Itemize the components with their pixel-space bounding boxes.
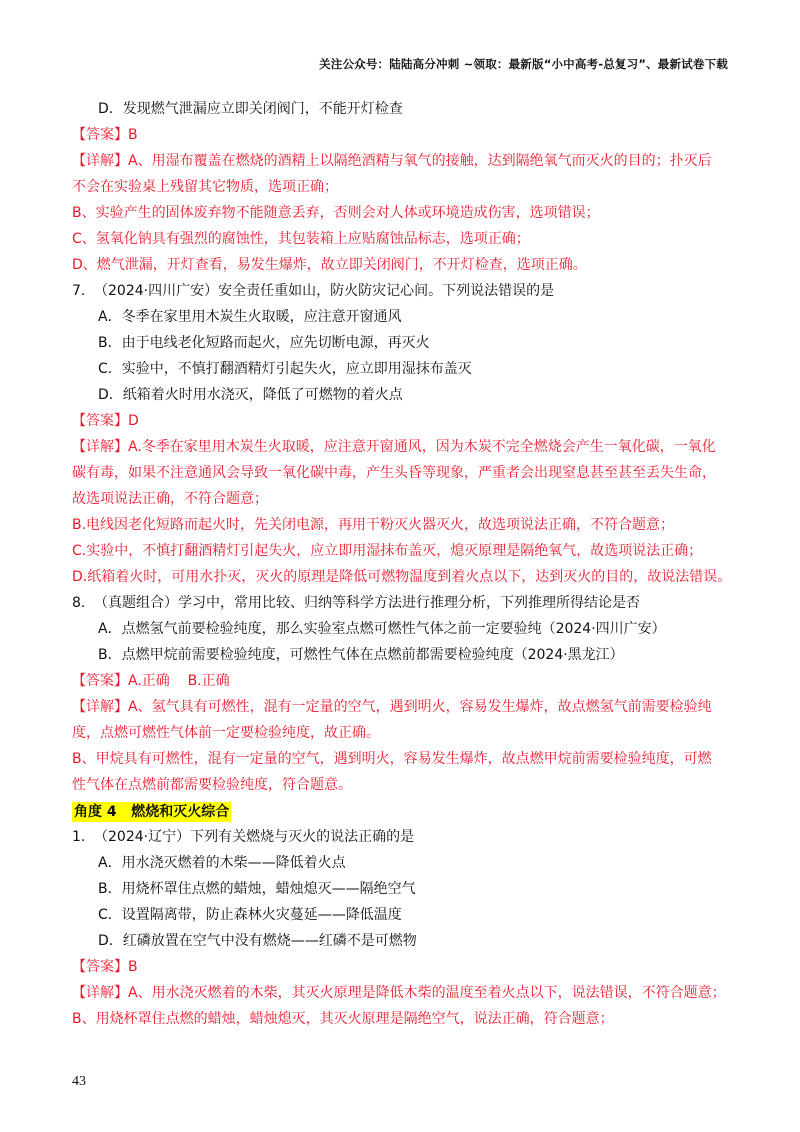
detail-line: B.电线因老化短路而起火时，先关闭电源，再用干粉灭火器灭火，故选项说法正确，不符合题意； bbox=[72, 517, 675, 533]
detail-line: B、实验产生的固体废弃物不能随意丢弃，否则会对人体或环境造成伤害，选项错误； bbox=[72, 205, 600, 221]
question-7 bbox=[72, 278, 734, 304]
answer bbox=[72, 668, 734, 694]
detail-line: 性气体在点燃前都需要检验纯度，符合题意。 bbox=[72, 777, 352, 793]
page-header: 关注公众号：陆陆高分冲刺 ~领取：最新版“小中高考-总复习”、最新试卷下载 bbox=[319, 57, 728, 71]
document-body bbox=[72, 96, 734, 1032]
answer-label: 【答案】 bbox=[72, 673, 128, 689]
detail-line: 不会在实验桌上残留其它物质，选项正确； bbox=[72, 179, 338, 195]
option-c: C．实验中，不慎打翻酒精灯引起失火，应立即用湿抹布盖灭 bbox=[98, 361, 472, 377]
option-d: D．纸箱着火时用水浇灭，降低了可燃物的着火点 bbox=[98, 387, 403, 403]
option-a: A．冬季在家里用木炭生火取暖，应注意开窗通风 bbox=[98, 309, 402, 325]
question-number: 1. bbox=[72, 829, 86, 845]
detail-line: B、用烧杯罩住点燃的蜡烛，蜡烛熄灭，其灭火原理是隔绝空气，说法正确，符合题意； bbox=[72, 1011, 614, 1027]
detail-line: 碳有毒，如果不注意通风会导致一氧化碳中毒，产生头昏等现象，严重者会出现窒息甚至甚至丢失生命， bbox=[72, 465, 716, 481]
option-d: D．红磷放置在空气中没有燃烧——红磷不是可燃物 bbox=[98, 933, 417, 949]
option-b: B．用烧杯罩住点燃的蜡烛，蜡烛熄灭——隔绝空气 bbox=[98, 881, 416, 897]
question-stem: （真题组合）学习中，常用比较、归纳等科学方法进行推理分析，下列推理所得结论是否 bbox=[94, 595, 640, 611]
detail-line: 度，点燃可燃性气体前一定要检验纯度，故正确。 bbox=[72, 725, 380, 741]
detail-line: 【详解】A.冬季在家里用木炭生火取暖，应注意开窗通风，因为木炭不完全燃烧会产生一氧化碳，一氧化 bbox=[72, 439, 716, 455]
detail-line: D、燃气泄漏，开灯查看，易发生爆炸，故立即关闭阀门，不开灯检查，选项正确。 bbox=[72, 257, 587, 273]
detail-line: 【详解】A、用湿布覆盖在燃烧的酒精上以隔绝酒精与氧气的接触，达到隔绝氧气而灭火的目的；扑灭后 bbox=[72, 153, 712, 169]
option-b: B．点燃甲烷前需要检验纯度，可燃性气体在点燃前都需要检验纯度（2024·黑龙江） bbox=[98, 647, 624, 663]
option-c: C．设置隔离带，防止森林火灾蔓延——降低温度 bbox=[98, 907, 402, 923]
option-a: A．用水浇灭燃着的木柴——降低着火点 bbox=[98, 855, 346, 871]
page-number: 43 bbox=[72, 1074, 86, 1089]
answer-value: A.正确 B.正确 bbox=[128, 673, 230, 689]
answer: 【答案】B bbox=[72, 127, 138, 143]
section-heading: 角度 4 燃烧和灭火综合 bbox=[74, 804, 230, 820]
question-stem: （2024·辽宁）下列有关燃烧与灭火的说法正确的是 bbox=[94, 829, 415, 845]
detail-line: 【详解】A、氢气具有可燃性，混有一定量的空气，遇到明火，容易发生爆炸，故点燃氢气前需要检验纯 bbox=[72, 699, 712, 715]
question-stem: （2024·四川广安）安全责任重如山，防火防灾记心间。下列说法错误的是 bbox=[94, 283, 555, 299]
question-number: 8. bbox=[72, 595, 86, 611]
detail-line: C、氢氧化钠具有强烈的腐蚀性，其包装箱上应贴腐蚀品标志，选项正确； bbox=[72, 231, 530, 247]
detail-line: D.纸箱着火时，可用水扑灭，灭火的原理是降低可燃物温度到着火点以下，达到灭火的目的，故说法错误。 bbox=[72, 569, 732, 585]
question-1 bbox=[72, 824, 734, 850]
option-a: A．点燃氢气前要检验纯度，那么实验室点燃可燃性气体之前一定要验纯（2024·四川广安） bbox=[98, 621, 666, 637]
detail-line: 【详解】A、用水浇灭燃着的木柴，其灭火原理是降低木柴的温度至着火点以下，说法错误，不符合题意； bbox=[72, 985, 726, 1001]
detail-line: 故选项说法正确，不符合题意； bbox=[72, 491, 268, 507]
question-number: 7. bbox=[72, 283, 86, 299]
option-b: B．由于电线老化短路而起火，应先切断电源，再灭火 bbox=[98, 335, 430, 351]
option-d: D．发现燃气泄漏应立即关闭阀门，不能开灯检查 bbox=[98, 101, 403, 117]
answer: 【答案】D bbox=[72, 413, 139, 429]
detail-line: B、甲烷具有可燃性，混有一定量的空气，遇到明火，容易发生爆炸，故点燃甲烷前需要检验纯度，可燃 bbox=[72, 751, 712, 767]
question-8 bbox=[72, 590, 734, 616]
detail-line: C.实验中，不慎打翻酒精灯引起失火，应立即用湿抹布盖灭，熄灭原理是隔绝氧气，故选项说法正确； bbox=[72, 543, 703, 559]
answer: 【答案】B bbox=[72, 959, 138, 975]
